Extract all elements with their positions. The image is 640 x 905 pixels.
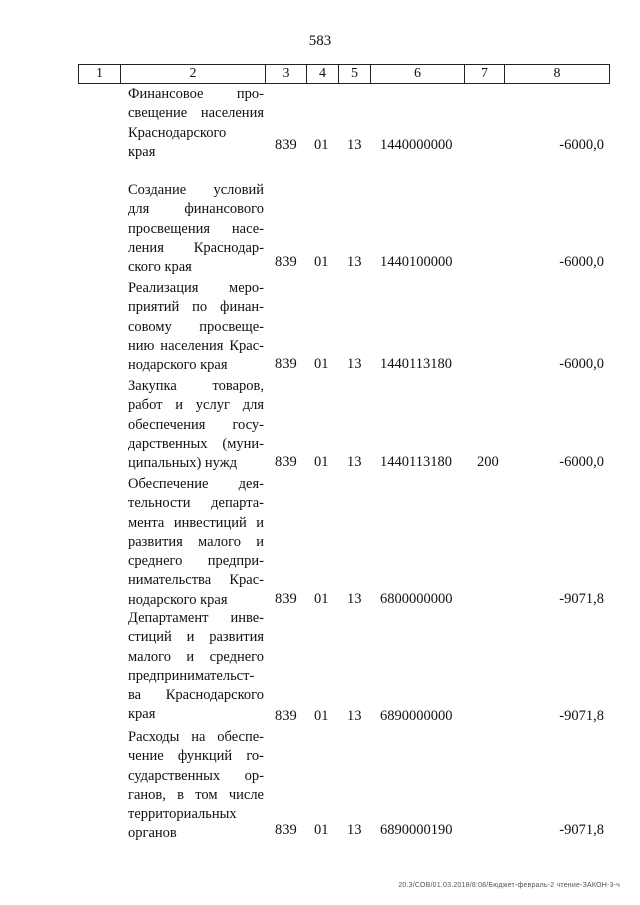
cell-col6: 1440113180 <box>380 454 452 470</box>
cell-col8: -9071,8 <box>559 822 604 838</box>
page-number: 583 <box>308 33 332 49</box>
description-line: тельности департа- <box>128 495 264 512</box>
cell-col8: -6000,0 <box>559 356 604 372</box>
description-line: края <box>128 706 156 723</box>
row-description <box>128 475 264 610</box>
cell-col6: 6890000000 <box>380 708 453 724</box>
description-line: Закупка товаров, <box>128 378 264 394</box>
description-line: территориальных <box>128 806 237 823</box>
description-line: Департамент инве- <box>128 610 264 626</box>
header-col-1: 1 <box>96 66 103 81</box>
table-row <box>0 377 640 475</box>
description-line: края <box>128 143 156 160</box>
table-row <box>0 475 640 609</box>
header-col-3: 3 <box>282 66 290 81</box>
cell-col3: 839 <box>275 822 297 838</box>
description-line: нию населения Крас- <box>128 337 264 354</box>
description-line: малого и среднего <box>128 648 264 665</box>
cell-col5: 13 <box>347 708 362 724</box>
header-col-2: 2 <box>189 66 197 81</box>
row-description <box>128 728 264 844</box>
table-header <box>78 64 610 84</box>
cell-col4: 01 <box>314 708 329 724</box>
description-line: совому просвеще- <box>128 318 264 335</box>
description-line: мента инвестиций и <box>128 514 264 531</box>
cell-col5: 13 <box>347 356 362 372</box>
description-line: нодарского края <box>128 591 228 608</box>
description-line: нимательства Крас- <box>128 572 264 589</box>
cell-col3: 839 <box>275 454 297 470</box>
cell-col6: 6800000000 <box>380 591 453 607</box>
cell-col8: -6000,0 <box>559 454 604 470</box>
description-line: Обеспечение дея- <box>128 476 264 492</box>
description-line: чение функций го- <box>128 748 264 765</box>
description-line: просвещения насе- <box>128 220 264 237</box>
description-line: Финансовое про- <box>128 86 264 102</box>
header-col-4: 4 <box>319 66 326 81</box>
table-row <box>0 728 640 853</box>
cell-col8: -6000,0 <box>559 254 604 270</box>
table-row <box>0 279 640 377</box>
row-description <box>128 85 264 162</box>
cell-col4: 01 <box>314 591 329 607</box>
cell-col8: -6000,0 <box>559 137 604 153</box>
table-row <box>0 181 640 279</box>
cell-col8: -9071,8 <box>559 591 604 607</box>
description-line: органов <box>128 825 177 842</box>
description-line: Создание условий <box>128 182 264 198</box>
cell-col6: 6890000190 <box>380 822 453 838</box>
cell-col4: 01 <box>314 454 329 470</box>
header-col-8: 8 <box>553 66 561 81</box>
description-line: дарственных (муни- <box>128 435 264 452</box>
cell-col4: 01 <box>314 356 329 372</box>
cell-col3: 839 <box>275 708 297 724</box>
cell-col4: 01 <box>314 254 329 270</box>
description-line: Расходы на обеспе- <box>128 729 264 745</box>
description-line: среднего предпри- <box>128 553 264 570</box>
cell-col5: 13 <box>347 137 362 153</box>
cell-col3: 839 <box>275 591 297 607</box>
description-line: обеспечения госу- <box>128 416 264 433</box>
description-line: ва Краснодарского <box>128 687 264 704</box>
table-row <box>0 609 640 728</box>
cell-col5: 13 <box>347 822 362 838</box>
cell-col6: 1440000000 <box>380 137 453 153</box>
cell-col5: 13 <box>347 254 362 270</box>
cell-col8: -9071,8 <box>559 708 604 724</box>
description-line: нодарского края <box>128 357 228 374</box>
description-line: ского края <box>128 259 192 276</box>
header-col-6: 6 <box>414 66 421 81</box>
cell-col4: 01 <box>314 822 329 838</box>
description-line: ления Краснодар- <box>128 239 264 256</box>
description-line: свещение населения <box>128 105 264 122</box>
description-line: Краснодарского <box>128 124 227 141</box>
row-description <box>128 279 264 375</box>
description-line: предпринимательст- <box>128 667 255 684</box>
row-description <box>128 609 264 725</box>
cell-col6: 1440113180 <box>380 356 452 372</box>
header-col-7: 7 <box>481 66 488 81</box>
cell-col3: 839 <box>275 356 297 372</box>
description-line: развития малого и <box>128 533 264 550</box>
cell-col3: 839 <box>275 254 297 270</box>
cell-col4: 01 <box>314 137 329 153</box>
table-body <box>0 85 640 853</box>
cell-col3: 839 <box>275 137 297 153</box>
description-line: стиций и развития <box>128 629 264 646</box>
description-line: для финансового <box>128 201 264 218</box>
header-col-5: 5 <box>351 66 358 81</box>
description-line: приятий по финан- <box>128 299 264 316</box>
row-description <box>128 377 264 473</box>
cell-col5: 13 <box>347 454 362 470</box>
description-line: Реализация меро- <box>128 280 264 296</box>
description-line: сударственных ор- <box>128 767 264 784</box>
description-line: ганов, в том числе <box>128 786 264 803</box>
cell-col6: 1440100000 <box>380 254 453 270</box>
row-description <box>128 181 264 277</box>
cell-col5: 13 <box>347 591 362 607</box>
description-line: работ и услуг для <box>128 397 264 414</box>
document-footer-code: 20.3/СОВ/01.03.2018/8:08/Бюджет-февраль-2 чтение-ЗАКОН-3-ч <box>398 882 620 889</box>
description-line: ципальных) нужд <box>128 455 238 472</box>
table-row <box>0 85 640 181</box>
cell-col7: 200 <box>477 454 499 470</box>
